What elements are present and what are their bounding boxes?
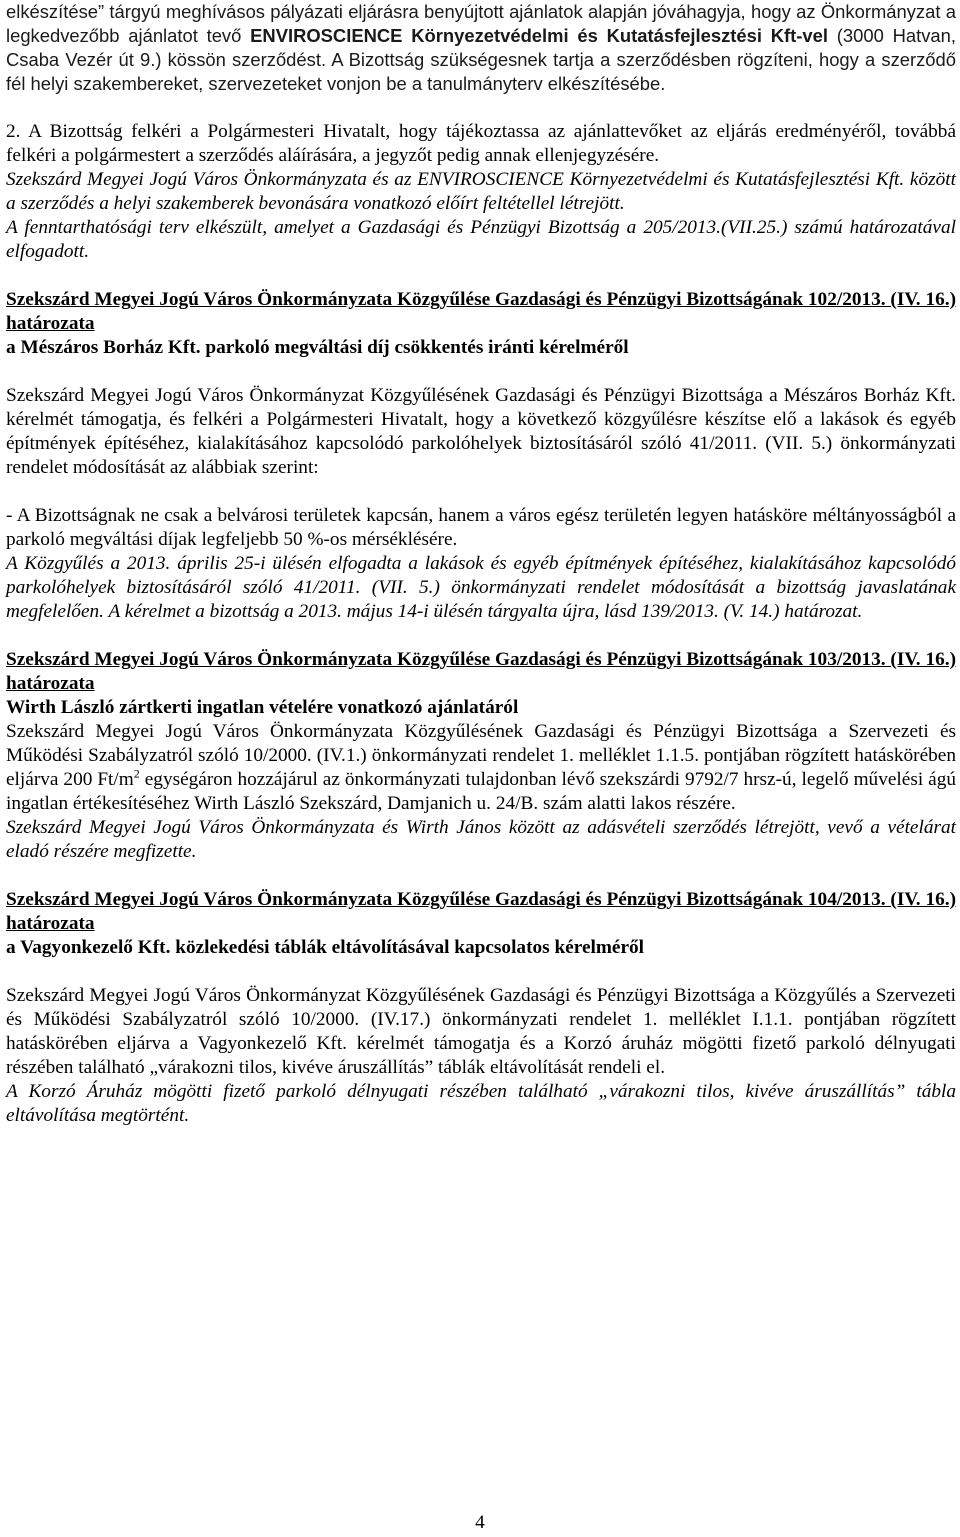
intro-paragraph	[6, 0, 956, 96]
resolution-102-item: - A Bizottságnak ne csak a belvárosi területek kapcsán, hanem a város egész területén legyen hatásköre méltányosságból a parkoló megváltási díjak legfeljebb 50 %-os mérséklésére.	[6, 505, 956, 550]
resolution-103-heading: Szekszárd Megyei Jogú Város Önkormányzata Közgyűlése Gazdasági és Pénzügyi Bizottságának 103/2013. (IV. 16.) határozata	[6, 649, 956, 694]
resolution-102-heading: Szekszárd Megyei Jogú Város Önkormányzata Közgyűlése Gazdasági és Pénzügyi Bizottságának 102/2013. (IV. 16.) határozata	[6, 289, 956, 334]
decision-point-2: 2. A Bizottság felkéri a Polgármesteri Hivatalt, hogy tájékoztassa az ajánlattevőket az eljárás eredményéről, továbbá felkéri a polgármestert a szerződés aláírására, a jegyzőt pedig annak ellenjegyzésére.	[6, 121, 956, 166]
resolution-104-note: A Korzó Áruház mögötti fizető parkoló délnyugati részében található „várakozni tilos, kivéve áruszállítás” tábla eltávolítása megtörtént.	[6, 1081, 956, 1126]
resolution-103-body: Szekszárd Megyei Jogú Város Önkormányzata Közgyűlésének Gazdasági és Pénzügyi Bizottsága a Szervezeti és Működési Szabályzatról szóló 10/2000. (IV.1.) önkormányzati rendelet 1. melléklet 1.1.5. pontjában rögzített hatáskörében eljárva 200 $Ft/m^2$ egységáron hozzájárul az önkormányzati tulajdonban lévő szekszárdi 9792/7 hrsz-ú, legelő művelési ágú ingatlan értékesítéséhez Wirth László Szekszárd, Damjanich u. 24/B. szám alatti lakos részére.	[6, 721, 956, 814]
resolution-103-note: Szekszárd Megyei Jogú Város Önkormányzata és Wirth János között az adásvételi szerződés létrejött, vevő a vételárat eladó részére megfizette.	[6, 817, 956, 862]
document-page	[6, 0, 956, 1128]
intro-text: elkészítése” tárgyú meghívásos pályázati eljárásra benyújtott ajánlatok alapján jóváhagyja, hogy az Önkormányzat a legkedvezőbb ajánlatot tevő	[6, 1, 956, 46]
resolution-104-subject: a Vagyonkezelő Kft. közlekedési táblák eltávolításával kapcsolatos kérelméről	[6, 937, 645, 958]
resolution-102-body: Szekszárd Megyei Jogú Város Önkormányzat Közgyűlésének Gazdasági és Pénzügyi Bizottsága a Mészáros Borház Kft. kérelmét támogatja, és felkéri a Polgármesteri Hivatalt, hogy a következő közgyűlésre készítse elő a lakások és egyéb építmények építéséhez, kialakításához kapcsolódó parkolóhelyek biztosításáról szóló 41/2011. (VII. 5.) önkormányzati rendelet módosítását az alábbiak szerint:	[6, 385, 956, 478]
resolution-102-subject: a Mészáros Borház Kft. parkoló megváltási díj csökkentés iránti kérelméről	[6, 337, 629, 358]
resolution-104-body: Szekszárd Megyei Jogú Város Önkormányzat Közgyűlésének Gazdasági és Pénzügyi Bizottsága a Közgyűlés a Szervezeti és Működési Szabályzatról szóló 10/2000. (IV.17.) önkormányzati rendelet 1. melléklet I.1.1. pontjában rögzített hatáskörében eljárva a Vagyonkezelő Kft. kérelmét támogatja és a Korzó áruház mögötti fizető parkoló délnyugati részében található „várakozni tilos, kivéve áruszállítás” táblák eltávolítását rendeli el.	[6, 985, 956, 1078]
contract-note: Szekszárd Megyei Jogú Város Önkormányzata és az ENVIROSCIENCE Környezetvédelmi és Kutatásfejlesztési Kft. között a szerződés a helyi szakemberek bevonására vonatkozó előírt feltétellel létrejött.	[6, 169, 956, 214]
page-number: 4	[475, 1512, 485, 1533]
resolution-104-heading: Szekszárd Megyei Jogú Város Önkormányzata Közgyűlése Gazdasági és Pénzügyi Bizottságának 104/2013. (IV. 16.) határozata	[6, 889, 956, 934]
contractor-address: (3000 Hatvan, Csaba Vezér út 9.) kössön szerződést.	[6, 25, 956, 70]
contractor-name: ENVIROSCIENCE Környezetvédelmi és Kutatásfejlesztési Kft-vel	[250, 25, 828, 46]
resolution-102-note: A Közgyűlés a 2013. április 25-i ülésén elfogadta a lakások és egyéb építmények építéséhez, kialakításához kapcsolódó parkolóhelyek biztosításáról szóló 41/2011. (VII. 5.) önkormányzati rendelet módosítását a bizottság javaslatának megfelelően. A kérelmet a bizottság a 2013. május 14-i ülésén tárgyalta újra, lásd 139/2013. (V. 14.) határozat.	[6, 553, 956, 622]
resolution-103-subject: Wirth László zártkerti ingatlan vételére vonatkozó ajánlatáról	[6, 697, 519, 718]
sustainability-note: A fenntarthatósági terv elkészült, amelyet a Gazdasági és Pénzügyi Bizottság a 205/2013.(VII.25.) számú határozatával elfogadott.	[6, 217, 956, 262]
intro-requirement: A Bizottság szükségesnek tartja a szerződésben rögzíteni, hogy a szerződő fél helyi szakembereket, szervezeteket vonjon be a tanulmányterv elkészítésébe.	[6, 49, 956, 94]
